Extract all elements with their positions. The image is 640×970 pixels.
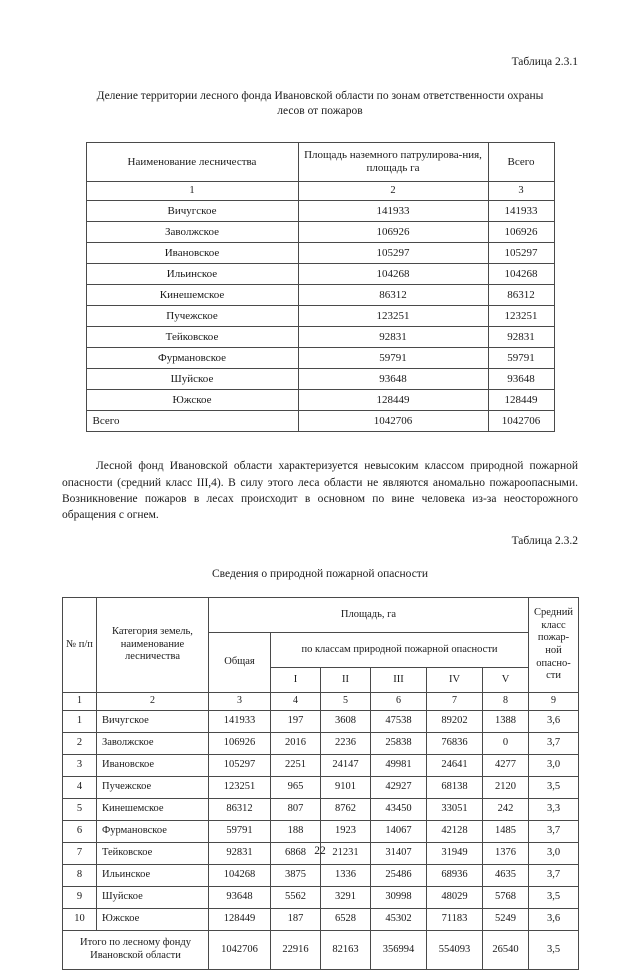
table-two-label: Таблица 2.3.2	[511, 534, 578, 547]
class-2-area: 24147	[321, 754, 371, 776]
row-index: 7	[63, 842, 97, 864]
column-number: 8	[483, 692, 529, 710]
row-index: 9	[63, 886, 97, 908]
row-total: 141933	[488, 201, 554, 222]
page-number: 22	[314, 845, 326, 857]
area-total: 92831	[209, 842, 271, 864]
table-two-header-class-1: I	[271, 667, 321, 692]
class-5-area: 2120	[483, 776, 529, 798]
class-3-area: 49981	[371, 754, 427, 776]
area-total: 104268	[209, 864, 271, 886]
class-5-area: 4277	[483, 754, 529, 776]
table-two-header-class-5: V	[483, 667, 529, 692]
patrol-area: 92831	[298, 327, 488, 348]
lesnichestvo-name: Ильинское	[86, 264, 298, 285]
lesnichestvo-name: Кинешемское	[86, 285, 298, 306]
patrol-area: 93648	[298, 369, 488, 390]
class-4-area: 76836	[427, 732, 483, 754]
class-2-area: 8762	[321, 798, 371, 820]
table-one-caption: Деление территории лесного фонда Ивановской области по зонам ответственности охраны лесов от пожаров	[96, 89, 544, 118]
total-class-3: 356994	[371, 930, 427, 969]
class-3-area: 42927	[371, 776, 427, 798]
total-all: 1042706	[488, 411, 554, 432]
table-row	[63, 776, 579, 798]
table-two-header-avg-class: Средний класс пожар-ной опасно-сти	[529, 597, 579, 692]
area-total: 93648	[209, 886, 271, 908]
average-class: 3,0	[529, 754, 579, 776]
column-number: 2	[298, 182, 488, 201]
class-2-area: 9101	[321, 776, 371, 798]
column-number: 4	[271, 692, 321, 710]
spacer	[62, 71, 578, 89]
class-2-area: 1336	[321, 864, 371, 886]
row-index: 1	[63, 710, 97, 732]
class-4-area: 89202	[427, 710, 483, 732]
table-two-header-class-4: IV	[427, 667, 483, 692]
table-two-head	[63, 597, 579, 710]
class-3-area: 25486	[371, 864, 427, 886]
average-class: 3,5	[529, 776, 579, 798]
table-row	[86, 222, 554, 243]
table-one	[86, 142, 555, 432]
table-row	[86, 182, 554, 201]
class-5-area: 242	[483, 798, 529, 820]
average-class: 3,3	[529, 798, 579, 820]
lesnichestvo-name: Фурмановское	[86, 348, 298, 369]
class-1-area: 807	[271, 798, 321, 820]
patrol-area: 128449	[298, 390, 488, 411]
row-index: 8	[63, 864, 97, 886]
lesnichestvo-name: Ивановское	[97, 754, 209, 776]
table-row	[86, 327, 554, 348]
table-two-header-area-group: Площадь, га	[209, 597, 529, 632]
patrol-area: 59791	[298, 348, 488, 369]
table-two-header-index: № п/п	[63, 597, 97, 692]
lesnichestvo-name: Тейковское	[97, 842, 209, 864]
table-row	[86, 143, 554, 182]
table-row	[63, 820, 579, 842]
class-3-area: 14067	[371, 820, 427, 842]
average-class: 3,6	[529, 710, 579, 732]
area-total: 106926	[209, 732, 271, 754]
table-row	[86, 306, 554, 327]
patrol-area: 106926	[298, 222, 488, 243]
table-row	[63, 732, 579, 754]
class-3-area: 31407	[371, 842, 427, 864]
spacer	[62, 432, 578, 458]
column-number: 3	[209, 692, 271, 710]
average-class: 3,0	[529, 842, 579, 864]
patrol-area: 86312	[298, 285, 488, 306]
average-class: 3,7	[529, 864, 579, 886]
column-number: 7	[427, 692, 483, 710]
area-total: 123251	[209, 776, 271, 798]
table-two-header-class-3: III	[371, 667, 427, 692]
total-average-class: 3,5	[529, 930, 579, 969]
table-row	[63, 886, 579, 908]
patrol-area: 104268	[298, 264, 488, 285]
row-total: 123251	[488, 306, 554, 327]
column-number: 9	[529, 692, 579, 710]
table-row	[86, 285, 554, 306]
column-number: 1	[86, 182, 298, 201]
table-row	[86, 348, 554, 369]
lesnichestvo-name: Пучежское	[97, 776, 209, 798]
table-one-body	[86, 201, 554, 432]
class-1-area: 197	[271, 710, 321, 732]
class-5-area: 5249	[483, 908, 529, 930]
class-1-area: 2251	[271, 754, 321, 776]
class-1-area: 5562	[271, 886, 321, 908]
patrol-area: 105297	[298, 243, 488, 264]
lesnichestvo-name: Заволжское	[86, 222, 298, 243]
spacer	[62, 583, 578, 597]
total-label: Всего	[86, 411, 298, 432]
class-5-area: 1485	[483, 820, 529, 842]
row-index: 3	[63, 754, 97, 776]
total-patrol-area: 1042706	[298, 411, 488, 432]
class-1-area: 2016	[271, 732, 321, 754]
total-class-4: 554093	[427, 930, 483, 969]
area-total: 105297	[209, 754, 271, 776]
total-class-2: 82163	[321, 930, 371, 969]
class-5-area: 5768	[483, 886, 529, 908]
row-total: 59791	[488, 348, 554, 369]
table-row-column-numbers	[63, 692, 579, 710]
table-one-head	[86, 143, 554, 201]
table-row	[86, 369, 554, 390]
class-4-area: 33051	[427, 798, 483, 820]
spacer	[62, 120, 578, 142]
table-row	[63, 908, 579, 930]
class-1-area: 3875	[271, 864, 321, 886]
lesnichestvo-name: Вичугское	[86, 201, 298, 222]
class-1-area: 965	[271, 776, 321, 798]
column-number: 5	[321, 692, 371, 710]
class-2-area: 3608	[321, 710, 371, 732]
column-number: 3	[488, 182, 554, 201]
class-4-area: 68138	[427, 776, 483, 798]
class-5-area: 1388	[483, 710, 529, 732]
class-3-area: 25838	[371, 732, 427, 754]
row-index: 6	[63, 820, 97, 842]
total-class-1: 22916	[271, 930, 321, 969]
table-row	[86, 201, 554, 222]
lesnichestvo-name: Шуйское	[97, 886, 209, 908]
total-label: Итого по лесному фонду Ивановской области	[63, 930, 209, 969]
lesnichestvo-name: Ильинское	[97, 864, 209, 886]
table-two-header-class-2: II	[321, 667, 371, 692]
table-row-total	[86, 411, 554, 432]
row-total: 106926	[488, 222, 554, 243]
row-total: 105297	[488, 243, 554, 264]
row-total: 93648	[488, 369, 554, 390]
spacer	[62, 524, 578, 534]
class-4-area: 24641	[427, 754, 483, 776]
intro-paragraph: Лесной фонд Ивановской области характеризуется невысоким классом природной пожарной опасности (средний класс III,4). В силу этого леса области не являются аномально пожароопасными. Возникновение пожаров в лесах происходит в основном по вине человека из-за неосторожного обращения с огнем.	[62, 460, 578, 522]
average-class: 3,7	[529, 732, 579, 754]
area-total: 128449	[209, 908, 271, 930]
table-one-label: Таблица 2.3.1	[511, 56, 578, 68]
class-4-area: 68936	[427, 864, 483, 886]
table-two-body	[63, 710, 579, 969]
table-row	[86, 264, 554, 285]
table-two	[62, 597, 579, 970]
patrol-area: 141933	[298, 201, 488, 222]
row-total: 128449	[488, 390, 554, 411]
average-class: 3,7	[529, 820, 579, 842]
table-one-header-area: Площадь наземного патрулирова-ния, площадь га	[298, 143, 488, 182]
lesnichestvo-name: Южское	[97, 908, 209, 930]
class-5-area: 1376	[483, 842, 529, 864]
area-total: 59791	[209, 820, 271, 842]
table-one-header-total: Всего	[488, 143, 554, 182]
table-row	[63, 864, 579, 886]
lesnichestvo-name: Шуйское	[86, 369, 298, 390]
total-area: 1042706	[209, 930, 271, 969]
class-1-area: 6868	[271, 842, 321, 864]
class-5-area: 0	[483, 732, 529, 754]
row-total: 104268	[488, 264, 554, 285]
average-class: 3,6	[529, 908, 579, 930]
row-index: 4	[63, 776, 97, 798]
class-2-area: 3291	[321, 886, 371, 908]
table-row	[86, 390, 554, 411]
class-2-area: 6528	[321, 908, 371, 930]
table-two-header-classes-group: по классам природной пожарной опасности	[271, 632, 529, 667]
table-two-caption: Сведения о природной пожарной опасности	[212, 568, 428, 581]
class-3-area: 47538	[371, 710, 427, 732]
spacer	[62, 549, 578, 567]
average-class: 3,5	[529, 886, 579, 908]
row-total: 86312	[488, 285, 554, 306]
area-total: 141933	[209, 710, 271, 732]
table-row	[63, 597, 579, 632]
lesnichestvo-name: Тейковское	[86, 327, 298, 348]
class-3-area: 43450	[371, 798, 427, 820]
class-1-area: 187	[271, 908, 321, 930]
lesnichestvo-name: Южское	[86, 390, 298, 411]
class-1-area: 188	[271, 820, 321, 842]
lesnichestvo-name: Ивановское	[86, 243, 298, 264]
area-total: 86312	[209, 798, 271, 820]
row-total: 92831	[488, 327, 554, 348]
table-row	[63, 754, 579, 776]
lesnichestvo-name: Кинешемское	[97, 798, 209, 820]
table-row	[63, 710, 579, 732]
total-class-5: 26540	[483, 930, 529, 969]
class-2-area: 2236	[321, 732, 371, 754]
row-index: 10	[63, 908, 97, 930]
table-row	[63, 798, 579, 820]
class-4-area: 42128	[427, 820, 483, 842]
class-2-area: 21231	[321, 842, 371, 864]
column-number: 2	[97, 692, 209, 710]
table-two-header-area-total: Общая	[209, 632, 271, 692]
class-3-area: 30998	[371, 886, 427, 908]
row-index: 2	[63, 732, 97, 754]
table-row	[86, 243, 554, 264]
lesnichestvo-name: Вичугское	[97, 710, 209, 732]
patrol-area: 123251	[298, 306, 488, 327]
table-one-header-name: Наименование лесничества	[86, 143, 298, 182]
class-2-area: 1923	[321, 820, 371, 842]
lesnichestvo-name: Фурмановское	[97, 820, 209, 842]
lesnichestvo-name: Заволжское	[97, 732, 209, 754]
class-4-area: 48029	[427, 886, 483, 908]
table-two-header-category: Категория земель, наименование лесничества	[97, 597, 209, 692]
row-index: 5	[63, 798, 97, 820]
column-number: 1	[63, 692, 97, 710]
lesnichestvo-name: Пучежское	[86, 306, 298, 327]
table-row-total	[63, 930, 579, 969]
class-5-area: 4635	[483, 864, 529, 886]
class-4-area: 71183	[427, 908, 483, 930]
column-number: 6	[371, 692, 427, 710]
class-4-area: 31949	[427, 842, 483, 864]
class-3-area: 45302	[371, 908, 427, 930]
